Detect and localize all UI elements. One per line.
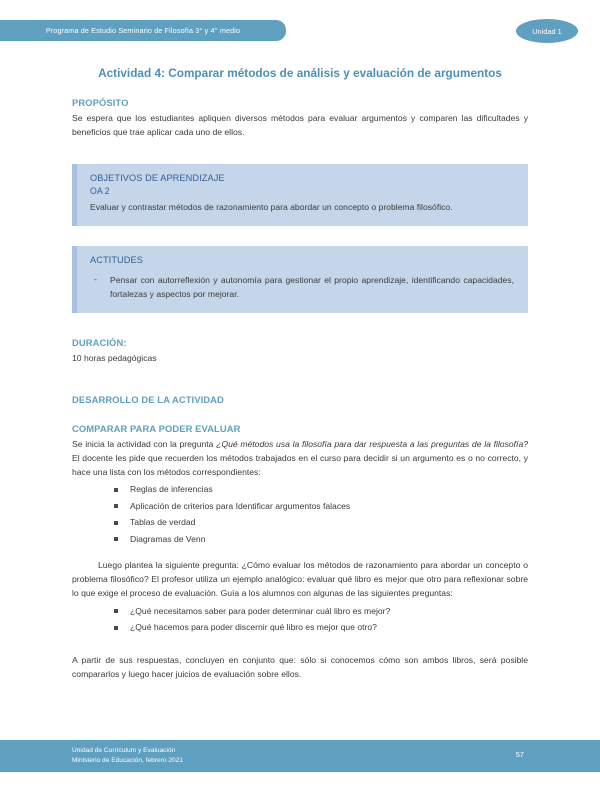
- program-banner-label: Programa de Estudio Seminario de Filosofía 3° y 4° medio: [45, 26, 241, 35]
- footer-line-2: Ministerio de Educación, febrero 2021: [72, 756, 184, 764]
- page-title: Actividad 4: Comparar métodos de análisis y evaluación de argumentos: [98, 66, 502, 80]
- objetivos-box: [72, 164, 528, 226]
- desarrollo-paragraph-2: Luego plantea la siguiente pregunta: ¿Cómo evaluar los métodos de razonamiento para abordar un concepto o problema filosófico? El profesor utiliza un ejemplo analógico: evaluar qué libro es mejor que otro para reflexionar sobre lo que exige el proceso de evaluación. Guía a los alumnos con algunas de las siguientes preguntas:: [72, 560, 528, 598]
- actitudes-list-item: [90, 274, 514, 302]
- spacer: [72, 140, 528, 164]
- objetivos-heading: OBJETIVOS DE APRENDIZAJE: [90, 173, 225, 184]
- square-bullet-icon: [114, 488, 118, 492]
- method-list-item-text: Diagramas de Venn: [130, 533, 206, 544]
- page-number: 57: [515, 750, 524, 759]
- method-list-item: [114, 483, 528, 497]
- objetivos-code: OA 2: [90, 186, 110, 197]
- unit-badge: [516, 19, 578, 43]
- actitudes-item-text: Pensar con autorreflexión y autonomía para gestionar el propio aprendizaje, identificando capacidades, fortalezas y aspectos por mejorar.: [110, 274, 514, 299]
- method-list-item-text: Tablas de verdad: [130, 517, 196, 528]
- square-bullet-icon: [114, 521, 118, 525]
- actitudes-heading: ACTITUDES: [90, 254, 143, 265]
- method-list-item: [114, 516, 528, 530]
- actitudes-box: [72, 246, 528, 313]
- duracion-heading: DURACIÓN:: [72, 336, 127, 348]
- questions-list: [72, 605, 528, 635]
- philosophy-question-quote: ¿Qué métodos usa la filosofía para dar respuesta a las preguntas de la filosofía?: [216, 438, 528, 449]
- spacer: [72, 549, 528, 559]
- question-list-item-text: ¿Qué necesitamos saber para poder determinar cuál libro es mejor?: [130, 605, 391, 616]
- square-bullet-icon: [114, 626, 118, 630]
- dash-marker: -: [94, 273, 97, 284]
- spacer: [72, 226, 528, 246]
- spacer: [72, 409, 528, 423]
- spacer: [72, 366, 528, 394]
- spacer: [72, 313, 528, 337]
- desarrollo-paragraph-3: A partir de sus respuestas, concluyen en conjunto que: sólo si conocemos cómo son ambos libros, será posible compararlos y luego hacer juicios de evaluación sobre ellos.: [72, 654, 528, 679]
- footer-line-1: Unidad de Currículum y Evaluación: [72, 747, 176, 754]
- page-footer: [0, 740, 600, 772]
- methods-list: [72, 483, 528, 546]
- method-list-item-text: Aplicación de criterios para Identificar argumentos falaces: [130, 500, 351, 511]
- document-content: [72, 66, 528, 682]
- program-banner: [0, 20, 286, 41]
- question-list-item: [114, 605, 528, 619]
- unit-badge-label: Unidad 1: [532, 26, 562, 36]
- desarrollo-paragraph-1: [72, 438, 528, 480]
- paragraph-1-part-2: El docente les pide que recuerden los métodos trabajados en el curso para decidir si un argumento es o no correcto, y hace una lista con los métodos correspondientes:: [72, 452, 528, 477]
- objetivos-text: Evaluar y contrastar métodos de razonamiento para abordar un concepto o problema filosófico.: [90, 202, 453, 213]
- proposito-text: Se espera que los estudiantes apliquen diversos métodos para evaluar argumentos y comparen las dificultades y beneficios que trae aplicar cada uno de ellos.: [72, 113, 528, 138]
- footer-credits: [72, 746, 183, 766]
- method-list-item-text: Reglas de inferencias: [130, 484, 213, 495]
- question-list-item: [114, 621, 528, 635]
- duracion-text: 10 horas pedagógicas: [72, 352, 157, 363]
- spacer: [72, 638, 528, 654]
- proposito-heading: PROPÓSITO: [72, 97, 129, 109]
- square-bullet-icon: [114, 504, 118, 508]
- paragraph-1-part-1: Se inicia la actividad con la pregunta: [72, 438, 217, 449]
- comparar-subheading: COMPARAR PARA PODER EVALUAR: [72, 422, 241, 434]
- method-list-item: [114, 533, 528, 547]
- question-list-item-text: ¿Qué hacemos para poder discernir qué libro es mejor que otro?: [130, 622, 377, 633]
- square-bullet-icon: [114, 609, 118, 613]
- page-header: [0, 0, 600, 56]
- square-bullet-icon: [114, 537, 118, 541]
- method-list-item: [114, 500, 528, 514]
- desarrollo-heading: DESARROLLO DE LA ACTIVIDAD: [72, 393, 224, 405]
